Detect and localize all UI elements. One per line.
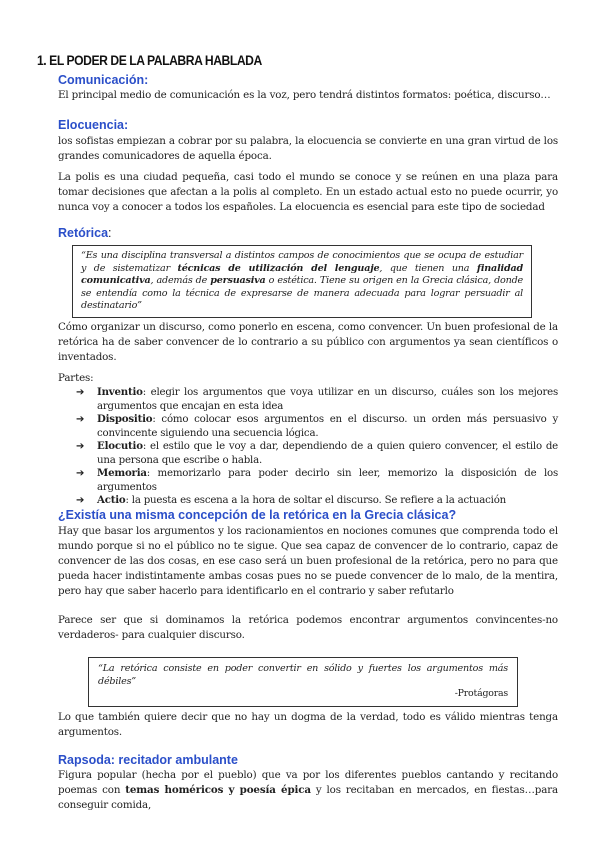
rapsoda-text-1: Figura popular (hecha por el pueblo) que va por los diferentes pueblos cantando y recitando poemas con xyxy=(58,769,558,796)
page-title: 1. EL PODER DE LA PALABRA HABLADA xyxy=(37,53,262,68)
section-comunicacion xyxy=(58,73,558,103)
parts-label: Partes: xyxy=(58,372,94,384)
elocuencia-paragraph-2: La polis es una ciudad pequeña, casi todo el mundo se conoce y se reúnen en una plaza para tomar decisiones que afectan a la polis al completo. En un estado actual esto no puede ocurrir, yo nunca voy a conocer a todos los españoles. La elocuencia es esencial para este tipo de sociedad xyxy=(58,171,558,213)
part-term: Memoria xyxy=(97,467,147,479)
quote-bold-2: finalidad comunicativa xyxy=(81,262,523,286)
heading-retorica xyxy=(58,226,558,241)
rapsoda-text-2: y los recitaban en mercados, en fiestas…para conseguir comida, xyxy=(58,784,558,811)
part-term: Actio xyxy=(97,494,126,506)
part-term: Inventio xyxy=(97,386,143,398)
retorica-definition-quote xyxy=(72,245,532,318)
arrow-right-icon: ➔ xyxy=(76,387,85,398)
retorica-body xyxy=(58,320,558,508)
heading-grecia: ¿Existía una misma concepción de la retórica en la Grecia clásica? xyxy=(58,508,457,522)
quote-text-1: “Es una disciplina transversal a distintos campos de conocimientos que se ocupa de estudiar y de sistematizar xyxy=(81,250,523,274)
part-description: : memorizarlo para poder decirlo sin leer, memorizo la disposición de los argumentos xyxy=(97,468,558,493)
part-term: Dispositio xyxy=(97,413,153,425)
part-term: Elocutio xyxy=(97,440,143,452)
quote-text-4: o estética. Tiene su origen en la Grecia clásica, donde se entendía como la técnica de expresarse de manera adecuada para lograr persuadir al destinatario” xyxy=(81,275,523,311)
arrow-right-icon: ➔ xyxy=(76,441,85,452)
section-grecia xyxy=(58,508,558,643)
section-elocuencia xyxy=(58,118,558,215)
quote-author: -Protágoras xyxy=(454,688,508,699)
list-item xyxy=(75,494,558,508)
arrow-right-icon: ➔ xyxy=(76,495,85,506)
heading-rapsoda: Rapsoda: recitador ambulante xyxy=(58,753,238,767)
grecia-paragraph-1: Hay que basar los argumentos y los racionamientos en nociones comunes que comprenda todo el mundo porque si no el público no te sigue. Que sea capaz de convencer de lo contrario, capaz de convencer de las dos cosas, en ese caso será un buen profesional de la retórica, pero no para que pueda hacer indistintamente ambas cosas pues no se puede convencer de lo malo, de la mentira, pero hay que saber hacerlo para identificarlo en el contrario y saber refutarlo xyxy=(58,525,558,597)
part-description: : la puesta es escena a la hora de soltar el discurso. Se refiere a la actuación xyxy=(125,495,506,506)
quote-text-3: , además de xyxy=(150,275,211,286)
rapsoda-bold: temas homéricos y poesía épica xyxy=(125,784,311,796)
part-description: : el estilo que le voy a dar, dependiendo de a quien quiero convencer, el estilo de una persona que escribe o habla. xyxy=(97,441,558,466)
list-item xyxy=(75,413,558,440)
quote-text-2: , que tienen una xyxy=(379,262,477,274)
elocuencia-paragraph-1: los sofistas empiezan a cobrar por su palabra, la elocuencia se convierte en una gran virtud de los grandes comunicadores de aquella época. xyxy=(58,135,558,162)
list-item xyxy=(75,386,558,413)
grecia-conclusion xyxy=(58,710,558,740)
arrow-right-icon: ➔ xyxy=(76,414,85,425)
part-description: : cómo colocar esos argumentos en el discurso. un orden más persuasivo y convincente siguiendo una secuencia lógica. xyxy=(97,414,558,439)
retorica-paragraph-1: Cómo organizar un discurso, como ponerlo en escena, como convencer. Un buen profesional de la retórica ha de saber convencer de lo contrario a su público con argumentos ya sean científicos o inventados. xyxy=(58,321,558,363)
rapsoda-paragraph xyxy=(58,768,558,813)
heading-retorica-colon: : xyxy=(108,226,112,240)
arrow-right-icon: ➔ xyxy=(76,468,85,479)
section-retorica xyxy=(58,226,558,241)
protagoras-quote-text: “La retórica consiste en poder convertir en sólido y fuertes los argumentos más débiles” xyxy=(98,663,508,687)
part-description: : elegir los argumentos que voya utilizar en un discurso, cuáles son los mejores argumentos que encajan en esta idea xyxy=(97,387,558,412)
grecia-paragraph-2: Parece ser que si dominamos la retórica podemos encontrar argumentos convincentes-no verdaderos- para cualquier discurso. xyxy=(58,614,558,641)
list-item xyxy=(75,467,558,494)
section-rapsoda xyxy=(58,753,558,813)
grecia-paragraph-3: Lo que también quiere decir que no hay un dogma de la verdad, todo es válido mientras tenga argumentos. xyxy=(58,711,558,738)
heading-retorica-text: Retórica xyxy=(58,226,109,240)
heading-comunicacion: Comunicación: xyxy=(58,73,149,87)
quote-bold-3: persuasiva xyxy=(210,275,266,286)
protagoras-quote xyxy=(88,657,518,707)
parts-list xyxy=(75,386,558,508)
heading-elocuencia: Elocuencia: xyxy=(58,118,129,132)
comunicacion-text: El principal medio de comunicación es la voz, pero tendrá distintos formatos: poética, discurso… xyxy=(58,89,551,101)
list-item xyxy=(75,440,558,467)
quote-bold-1: técnicas de utilización del lenguaje xyxy=(177,262,380,274)
